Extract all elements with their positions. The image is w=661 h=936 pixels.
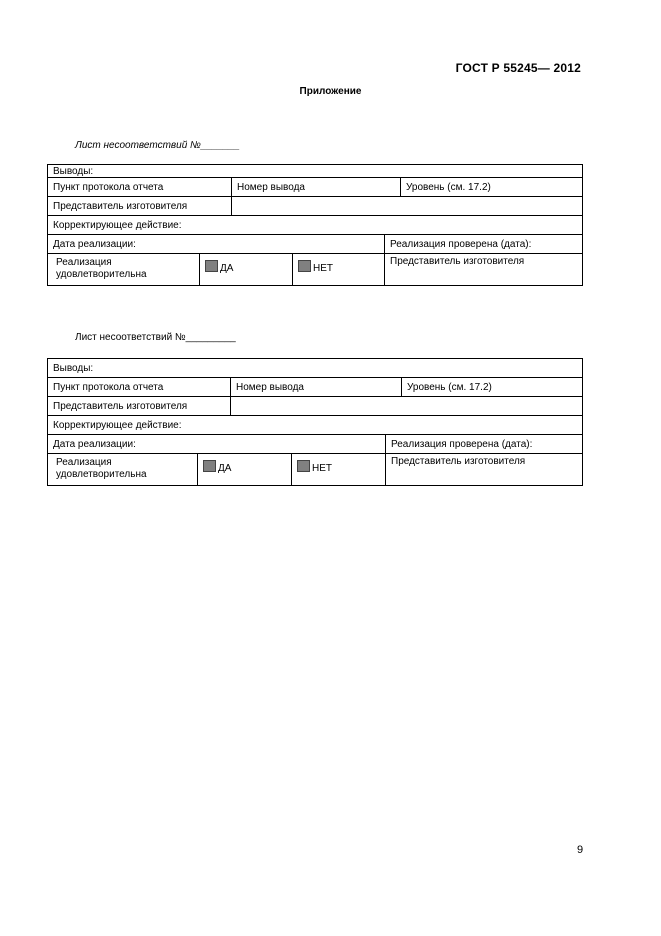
nonconformity-form-1 [47, 164, 583, 286]
yes-checkbox[interactable] [203, 460, 216, 472]
yes-label: ДА [220, 263, 234, 274]
yes-option[interactable] [200, 254, 293, 286]
no-label: НЕТ [313, 263, 333, 274]
finding-number-field[interactable]: Номер вывода [232, 178, 401, 197]
manufacturer-rep-label: Представитель изготовителя [48, 197, 232, 216]
report-item-field[interactable]: Пункт протокола отчета [48, 178, 232, 197]
satisfactory-label: Реализация удовлетворительна [48, 254, 200, 286]
implementation-verified-field[interactable]: Реализация проверена (дата): [386, 435, 583, 454]
form-1-caption: Лист несоответствий №_______ [75, 140, 240, 151]
implementation-date-field[interactable]: Дата реализации: [48, 235, 385, 254]
no-option[interactable] [293, 254, 385, 286]
satisfactory-label: Реализация удовлетворительна [48, 454, 198, 486]
corrective-action-field[interactable]: Корректирующее действие: [48, 416, 583, 435]
level-field[interactable]: Уровень (см. 17.2) [402, 378, 583, 397]
no-checkbox[interactable] [297, 460, 310, 472]
no-checkbox[interactable] [298, 260, 311, 272]
no-option[interactable] [292, 454, 386, 486]
findings-field[interactable]: Выводы: [48, 359, 583, 378]
corrective-action-field[interactable]: Корректирующее действие: [48, 216, 583, 235]
implementation-date-field[interactable]: Дата реализации: [48, 435, 386, 454]
annex-title: Приложение [299, 86, 362, 97]
manufacturer-rep-label: Представитель изготовителя [48, 397, 231, 416]
form-2-caption: Лист несоответствий №_________ [75, 332, 236, 343]
document-header: ГОСТ Р 55245— 2012 [455, 61, 581, 75]
no-label: НЕТ [312, 463, 332, 474]
page-number: 9 [577, 844, 584, 856]
manufacturer-rep-field[interactable] [232, 197, 583, 216]
yes-option[interactable] [198, 454, 292, 486]
manufacturer-rep-field[interactable] [231, 397, 583, 416]
nonconformity-form-2 [47, 358, 583, 486]
level-field[interactable]: Уровень (см. 17.2) [401, 178, 583, 197]
manufacturer-rep-2-field[interactable]: Представитель изготовителя [385, 254, 583, 286]
yes-label: ДА [218, 463, 232, 474]
yes-checkbox[interactable] [205, 260, 218, 272]
finding-number-field[interactable]: Номер вывода [231, 378, 402, 397]
manufacturer-rep-2-field[interactable]: Представитель изготовителя [386, 454, 583, 486]
implementation-verified-field[interactable]: Реализация проверена (дата): [385, 235, 583, 254]
report-item-field[interactable]: Пункт протокола отчета [48, 378, 231, 397]
findings-field[interactable]: Выводы: [48, 165, 583, 178]
